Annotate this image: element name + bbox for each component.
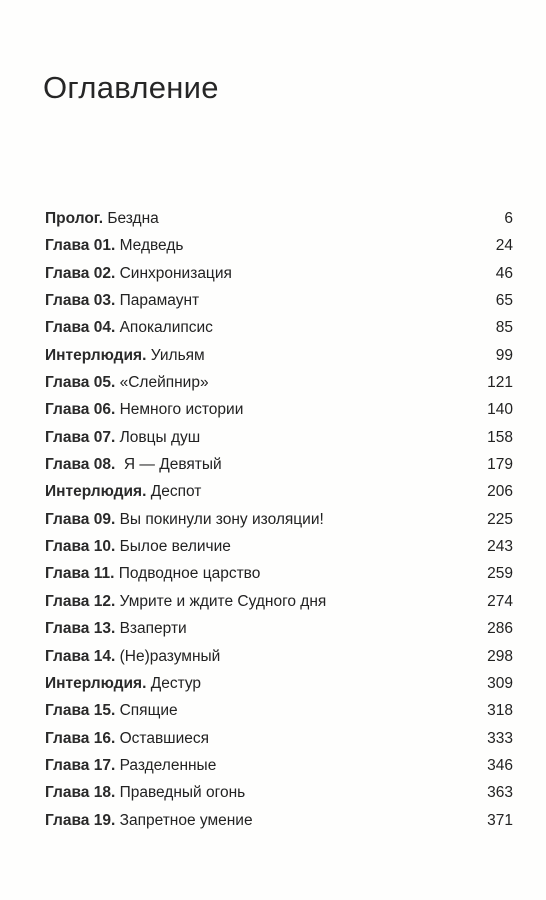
page-title: Оглавление [43,70,219,105]
toc-entry [45,538,513,565]
toc-entry-page-number: 158 [487,428,513,446]
toc-entry-label: Глава 17. [45,756,116,774]
toc-entry-page-number: 371 [487,811,513,829]
toc-entry [45,456,513,483]
toc-entry-title: Оставшиеся [115,729,210,747]
toc-entry-page-number: 206 [487,483,513,501]
toc-entry-title: Немного истории [115,401,244,419]
toc-entry-title: Спящие [115,702,178,720]
toc-entry-page-number: 6 [504,210,513,227]
toc-entry-title: Дестур [146,674,202,692]
table-of-contents [45,210,513,839]
toc-entry-page-number: 243 [487,538,513,556]
toc-entry-page-number: 309 [487,674,513,692]
toc-entry [45,757,513,784]
toc-entry-label: Глава 18. [45,784,116,802]
toc-entry-label: Глава 11. [45,565,115,583]
toc-entry-title: Медведь [115,237,184,255]
toc-entry-label: Интерлюдия. [45,346,147,364]
toc-entry-title: Подводное царство [114,565,261,583]
toc-entry [45,620,513,647]
toc-entry [45,730,513,757]
toc-entry-title: Умрите и ждите Судного дня [115,592,327,610]
toc-entry [45,648,513,675]
toc-entry-title: Взаперти [115,620,187,638]
toc-entry-label: Глава 10. [45,538,116,556]
toc-entry [45,565,513,592]
toc-entry [45,593,513,620]
toc-entry [45,429,513,456]
toc-entry-label: Глава 05. [45,374,116,392]
toc-entry-label: Глава 19. [45,811,116,829]
toc-entry-title: Праведный огонь [115,784,246,802]
toc-entry [45,812,513,839]
toc-entry-title: Апокалипсис [115,319,213,337]
toc-entry-label: Глава 02. [45,264,116,282]
toc-entry-title: «Слейпнир» [115,374,209,392]
toc-entry-label: Глава 06. [45,401,116,419]
toc-entry-page-number: 140 [487,401,513,419]
toc-entry-page-number: 225 [487,510,513,528]
toc-entry-label: Глава 12. [45,592,116,610]
toc-entry-label: Глава 03. [45,292,116,310]
toc-entry-label: Глава 14. [45,647,116,665]
toc-entry-page-number: 298 [487,647,513,665]
toc-entry-label: Глава 16. [45,729,116,747]
toc-entry-page-number: 46 [495,264,513,282]
toc-entry-page-number: 363 [487,784,513,802]
toc-entry-label: Глава 01. [45,237,116,255]
toc-entry-page-number: 318 [487,702,513,720]
toc-entry-label: Интерлюдия. [45,674,147,692]
toc-entry-page-number: 65 [495,292,513,310]
toc-entry [45,784,513,811]
toc-entry-page-number: 346 [487,756,513,774]
toc-entry-title: Бездна [103,210,159,227]
toc-entry-page-number: 274 [487,592,513,610]
toc-entry [45,292,513,319]
toc-entry-page-number: 333 [487,729,513,747]
toc-entry-title: Синхронизация [115,264,232,282]
toc-entry-label: Глава 15. [45,702,116,720]
toc-entry [45,347,513,374]
toc-entry-page-number: 24 [495,237,513,255]
toc-entry-title: Деспот [146,483,202,501]
toc-entry-page-number: 286 [487,620,513,638]
toc-entry-label: Глава 07. [45,428,116,446]
toc-entry [45,374,513,401]
toc-entry-label: Глава 09. [45,510,116,528]
toc-entry [45,702,513,729]
toc-entry-title: Запретное умение [115,811,253,829]
toc-entry-title: (Не)разумный [115,647,221,665]
toc-entry-title: Вы покинули зону изоляции! [115,510,324,528]
toc-entry [45,401,513,428]
toc-entry-label: Пролог. [45,210,104,227]
toc-entry-label: Глава 08. [45,456,116,474]
toc-entry [45,483,513,510]
toc-entry-title: Парамаунт [115,292,200,310]
toc-entry-title: Разделенные [115,756,217,774]
toc-entry-title: Я — Девятый [115,456,222,474]
toc-entry-label: Глава 13. [45,620,116,638]
toc-entry-page-number: 99 [495,346,513,364]
toc-entry-title: Ловцы душ [115,428,201,446]
toc-entry [45,319,513,346]
toc-entry [45,265,513,292]
toc-entry-page-number: 121 [487,374,513,392]
toc-entry-label: Глава 04. [45,319,116,337]
toc-entry-page-number: 259 [487,565,513,583]
toc-entry-label: Интерлюдия. [45,483,147,501]
toc-entry [45,237,513,264]
toc-entry [45,675,513,702]
toc-entry-page-number: 85 [495,319,513,337]
toc-entry [45,511,513,538]
toc-entry-title: Былое величие [115,538,231,556]
toc-entry-title: Уильям [146,346,205,364]
toc-entry [45,210,513,237]
toc-entry-page-number: 179 [487,456,513,474]
